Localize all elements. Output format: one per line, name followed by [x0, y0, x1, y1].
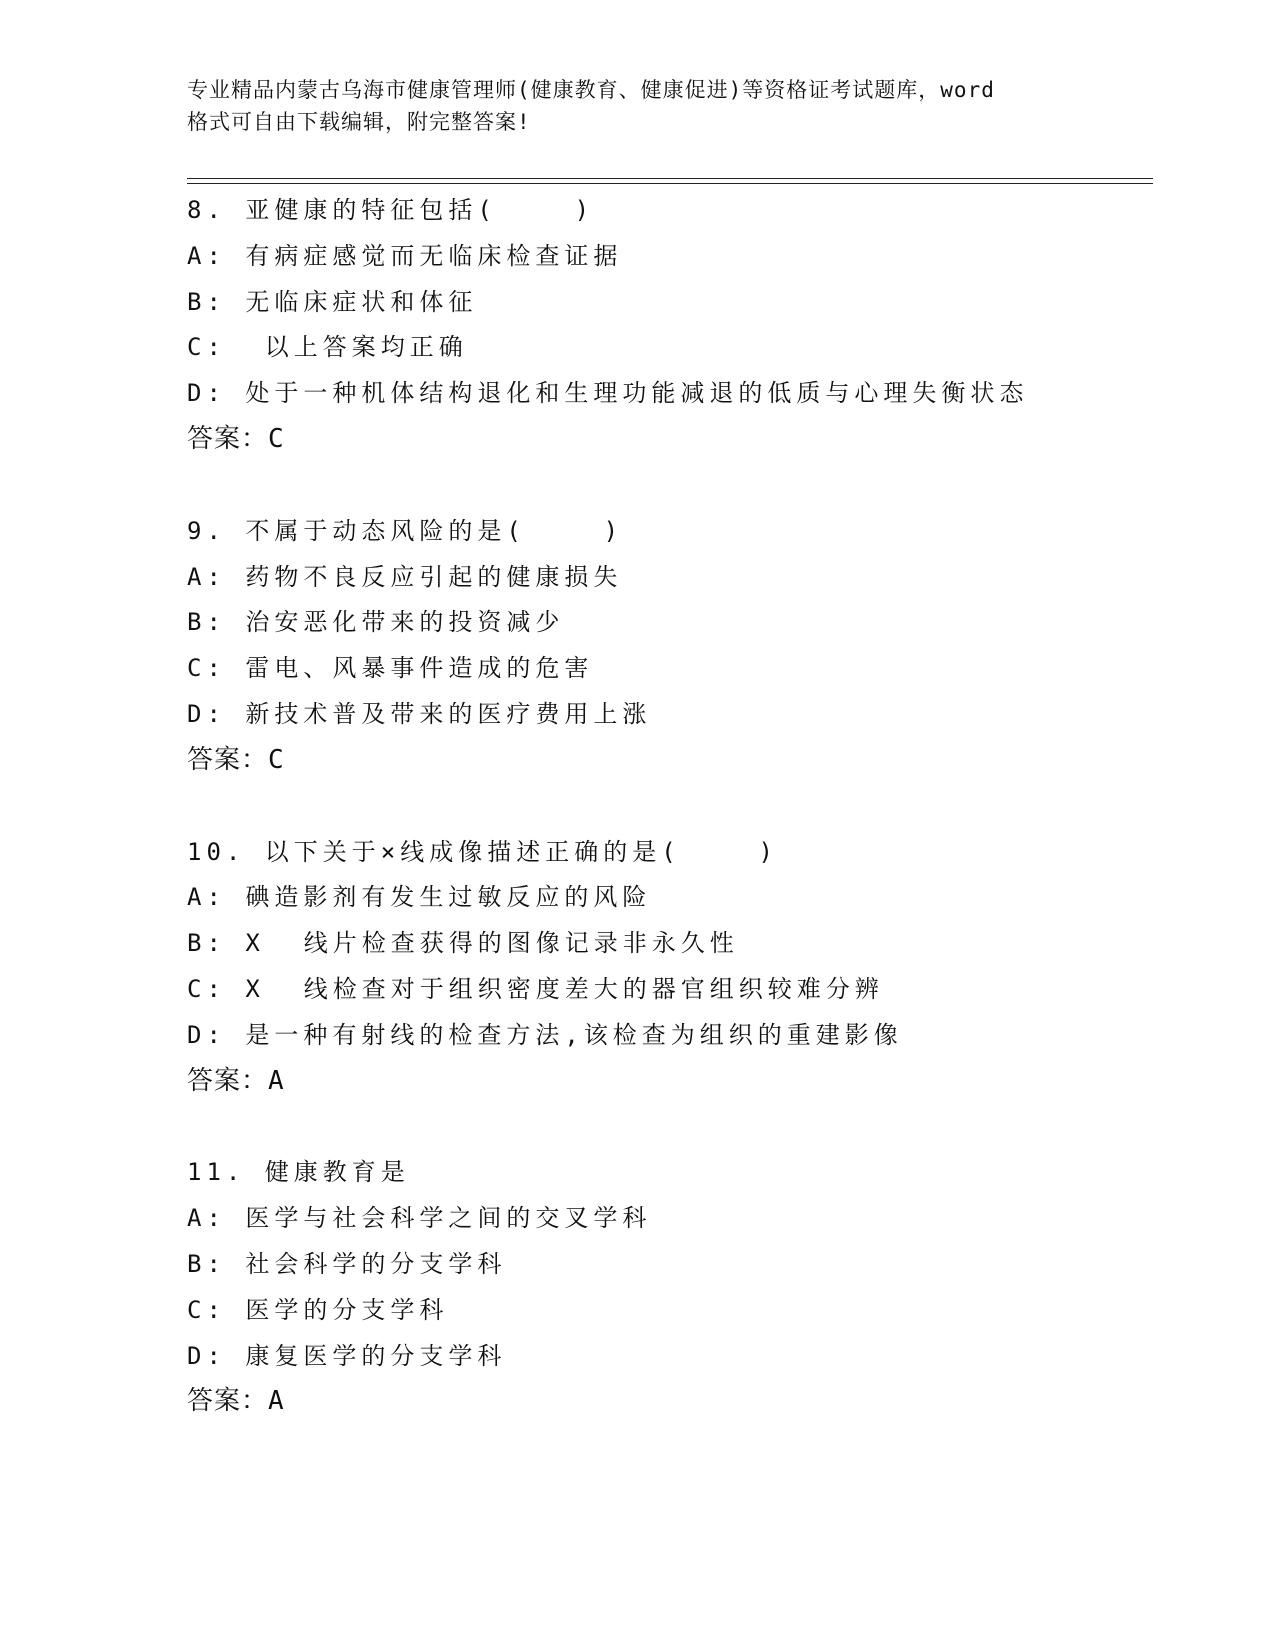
option-a: A: 药物不良反应引起的健康损失: [187, 562, 623, 591]
answer-line: 答案：A: [187, 1386, 285, 1417]
question-list: [187, 188, 1153, 1471]
option-a: A: 有病症感觉而无临床检查证据: [187, 241, 623, 270]
option-d: D: 新技术普及带来的医疗费用上涨: [187, 699, 652, 728]
question-block: [187, 830, 1153, 1105]
header-line-2: 格式可自由下载编辑，附完整答案!: [187, 110, 531, 134]
answer-line: 答案：A: [187, 1065, 285, 1096]
answer-line: 答案：C: [187, 744, 285, 775]
header-divider-bottom: [187, 183, 1153, 184]
answer-line: 答案：C: [187, 423, 285, 454]
option-d: D: 处于一种机体结构退化和生理功能减退的低质与心理失衡状态: [187, 379, 1029, 408]
question-stem: 9. 不属于动态风险的是( ): [187, 516, 624, 545]
option-c: C: X 线检查对于组织密度差大的器官组织较难分辨: [187, 974, 884, 1003]
question-block: [187, 509, 1153, 784]
question-block: [187, 188, 1153, 463]
option-d: D: 是一种有射线的检查方法,该检查为组织的重建影像: [187, 1020, 903, 1049]
option-b: B: 无临床症状和体征: [187, 287, 478, 316]
option-a: A: 碘造影剂有发生过敏反应的风险: [187, 883, 652, 912]
header-line-1: 专业精品内蒙古乌海市健康管理师(健康教育、健康促进)等资格证考试题库，word: [187, 78, 995, 102]
option-b: B: X 线片检查获得的图像记录非永久性: [187, 929, 739, 958]
question-block: [187, 1150, 1153, 1425]
option-a: A: 医学与社会科学之间的交叉学科: [187, 1204, 652, 1233]
option-c: C: 医学的分支学科: [187, 1295, 449, 1324]
option-c: C: 以上答案均正确: [187, 333, 468, 362]
document-header: [187, 74, 1087, 138]
option-c: C: 雷电、风暴事件造成的危害: [187, 654, 594, 683]
question-stem: 10. 以下关于×线成像描述正确的是( ): [187, 837, 778, 866]
question-stem: 8. 亚健康的特征包括( ): [187, 196, 595, 224]
option-b: B: 治安恶化带来的投资减少: [187, 608, 565, 637]
option-d: D: 康复医学的分支学科: [187, 1341, 507, 1370]
question-stem: 11. 健康教育是: [187, 1158, 410, 1187]
option-b: B: 社会科学的分支学科: [187, 1249, 507, 1278]
header-divider-top: [187, 178, 1153, 179]
